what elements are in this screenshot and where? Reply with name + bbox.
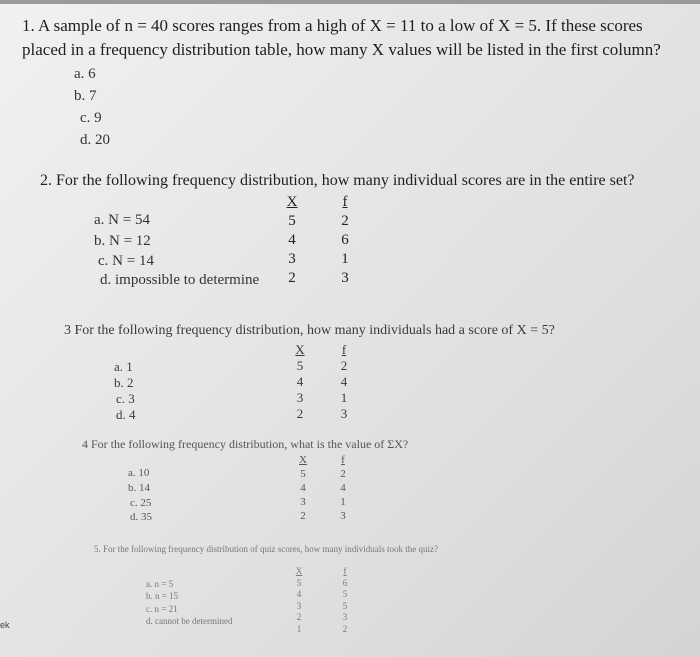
q3-choice-b: b. 2 xyxy=(114,375,134,390)
q5-choice-b: b. n = 15 xyxy=(146,591,179,601)
q3-choice-d: d. 4 xyxy=(116,407,136,422)
q3-title: 3 For the following frequency distribution, how many individuals had a score of X = 5? xyxy=(64,323,555,338)
q2-x-value: 5 xyxy=(288,213,296,229)
q3-f-header: f xyxy=(341,342,347,357)
q5-f-value: 2 xyxy=(342,623,348,634)
q4-choice-c: c. 25 xyxy=(130,497,152,509)
q2-f-value: 2 xyxy=(341,213,349,229)
q3-x-column xyxy=(290,342,310,422)
q2-x-header: X xyxy=(286,194,298,210)
q4-f-value: 3 xyxy=(340,510,346,522)
q4-x-header: X xyxy=(299,454,307,466)
q3-f-value: 1 xyxy=(340,390,348,405)
q2-choice-d: d. impossible to determine xyxy=(100,272,260,288)
q3-x-value: 5 xyxy=(296,358,304,373)
q4-x-column xyxy=(294,453,312,523)
q5-x-value: 5 xyxy=(296,577,302,588)
q4-x-value: 3 xyxy=(300,496,306,508)
q4-choice-a: a. 10 xyxy=(128,467,150,479)
q5-f-header: f xyxy=(343,566,347,576)
q5-choice-c: c. n = 21 xyxy=(146,604,178,614)
q2-f-value: 3 xyxy=(341,270,349,286)
q3-x-value: 3 xyxy=(296,390,304,405)
q4-title: 4 For the following frequency distribution, what is the value of ΣX? xyxy=(82,437,409,451)
q5-f-value: 6 xyxy=(342,577,348,588)
top-edge xyxy=(0,0,700,4)
q1-line2: placed in a frequency distribution table, how many X values will be listed in the first column? xyxy=(22,40,661,59)
q3-f-column xyxy=(334,342,354,422)
q4-f-value: 4 xyxy=(340,482,346,494)
q5-x-header: X xyxy=(295,566,303,576)
q2-f-header: f xyxy=(342,194,348,210)
q4-f-column xyxy=(334,453,352,523)
q5-f-value: 5 xyxy=(342,589,348,599)
q4-choice-b: b. 14 xyxy=(128,482,150,494)
q3-choice-c: c. 3 xyxy=(116,391,135,406)
q2-x-value: 3 xyxy=(288,251,296,267)
q2-choice-b: b. N = 12 xyxy=(94,233,151,249)
q1-choice-a: a. 6 xyxy=(74,66,96,82)
q5-choice-a: a. n = 5 xyxy=(146,579,174,589)
q4-x-value: 2 xyxy=(300,510,306,522)
q1-choice-d: d. 20 xyxy=(80,132,110,148)
q5-x-column xyxy=(292,566,306,635)
q1-line1: 1. A sample of n = 40 scores ranges from a high of X = 11 to a low of X = 5. If these scores xyxy=(22,16,643,35)
q4-f-header: f xyxy=(341,454,345,466)
margin-label: ek xyxy=(0,620,10,630)
q4-f-value: 1 xyxy=(340,496,346,508)
q5-choice-d: d. cannot be determined xyxy=(146,616,233,626)
q3-f-value: 3 xyxy=(340,406,348,421)
q2-f-column xyxy=(335,193,355,288)
q3-f-value: 4 xyxy=(340,374,348,389)
q2-choice-c: c. N = 14 xyxy=(98,253,154,269)
q5-x-value: 1 xyxy=(296,623,302,634)
q3-choice-a: a. 1 xyxy=(114,359,133,374)
q1-choice-b: b. 7 xyxy=(74,88,97,104)
q4-f-value: 2 xyxy=(340,468,346,480)
q3-x-header: X xyxy=(295,342,305,357)
q3-f-value: 2 xyxy=(340,358,348,373)
q5-f-value: 5 xyxy=(342,600,348,611)
q2-f-value: 6 xyxy=(341,232,349,248)
q5-x-value: 2 xyxy=(296,612,302,622)
q5-x-value: 3 xyxy=(296,600,302,611)
q5-x-value: 4 xyxy=(296,589,302,599)
q1-choice-c: c. 9 xyxy=(80,110,102,126)
q2-x-value: 2 xyxy=(288,270,296,286)
q4-x-value: 5 xyxy=(300,468,306,480)
q5-f-column xyxy=(338,566,352,635)
q5-f-value: 3 xyxy=(342,612,348,622)
q4-choice-d: d. 35 xyxy=(130,511,152,523)
q2-title: 2. For the following frequency distribution, how many individual scores are in the entire set? xyxy=(40,172,635,189)
q5-title: 5. For the following frequency distribution of quiz scores, how many individuals took the quiz? xyxy=(94,544,438,554)
q2-x-value: 4 xyxy=(288,232,296,248)
q3-x-value: 2 xyxy=(296,406,304,421)
q2-x-column xyxy=(280,193,304,288)
q3-x-value: 4 xyxy=(296,374,304,389)
q4-x-value: 4 xyxy=(300,482,306,494)
q2-choice-a: a. N = 54 xyxy=(94,212,150,228)
q2-f-value: 1 xyxy=(341,251,349,267)
